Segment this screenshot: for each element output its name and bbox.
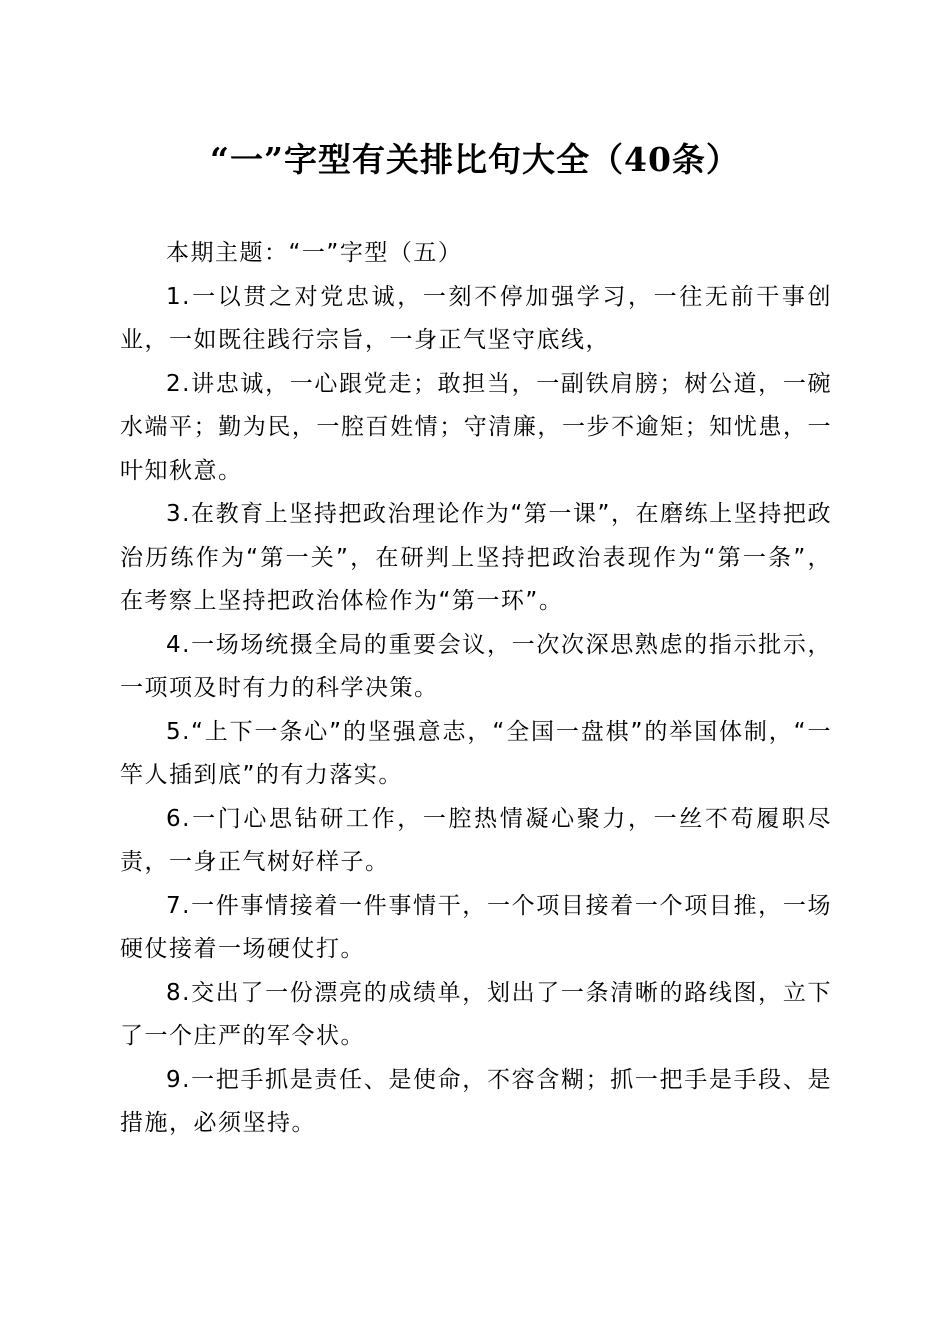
item-paragraph-7: 7.一件事情接着一件事情干，一个项目接着一个项目推，一场硬仗接着一场硬仗打。 [120, 892, 832, 962]
document-title: “一”字型有关排比句大全（40条） [210, 140, 740, 179]
item-paragraph-2: 2.讲忠诚，一心跟党走；敢担当，一副铁肩膀；树公道，一碗水端平；勤为民，一腔百姓情；守清廉，一步不逾矩；知忧患，一叶知秋意。 [120, 370, 832, 484]
item-paragraph-3: 3.在教育上坚持把政治理论作为“第一课”，在磨练上坚持把政治历练作为“第一关”，在研判上坚持把政治表现作为“第一条”，在考察上坚持把政治体检作为“第一环”。 [120, 501, 832, 614]
item-paragraph-9: 9.一把手抓是责任、是使命，不容含糊；抓一把手是手段、是措施，必须坚持。 [120, 1066, 832, 1136]
item-paragraph-5: 5.“上下一条心”的坚强意志，“全国一盘棋”的举国体制，“一竿人插到底”的有力落实。 [120, 718, 832, 788]
item-paragraph-1: 1.一以贯之对党忠诚，一刻不停加强学习，一往无前干事创业，一如既往践行宗旨，一身正气坚守底线， [120, 283, 832, 353]
item-paragraph-4: 4.一场场统摄全局的重要会议，一次次深思熟虑的指示批示，一项项及时有力的科学决策。 [120, 631, 832, 701]
item-paragraph-8: 8.交出了一份漂亮的成绩单，划出了一条清晰的路线图，立下了一个庄严的军令状。 [120, 979, 832, 1049]
document-body [120, 232, 832, 1146]
item-paragraph-6: 6.一门心思钻研工作，一腔热情凝心聚力，一丝不苟履职尽责，一身正气树好样子。 [120, 805, 832, 875]
subtitle-paragraph: 本期主题：“一”字型（五） [166, 240, 463, 266]
